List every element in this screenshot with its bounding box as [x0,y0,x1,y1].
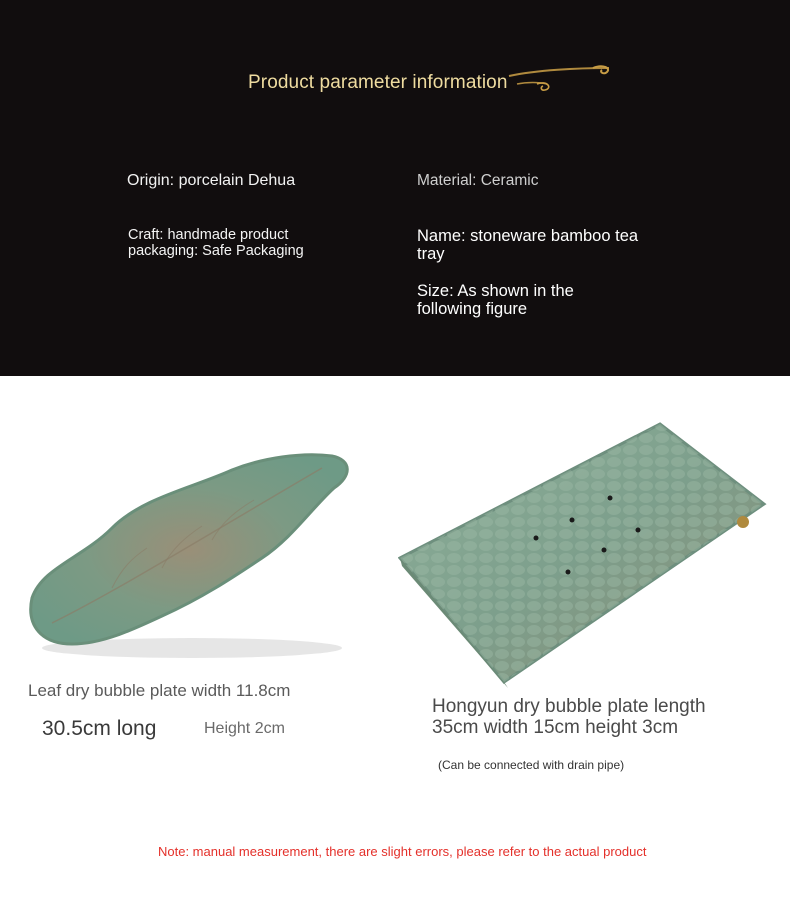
cloud-swirl-ornament-icon [507,62,617,98]
drain-pipe-note: (Can be connected with drain pipe) [438,758,625,772]
hongyun-tray-image [398,420,770,688]
measurement-note: Note: manual measurement, there are slight errors, please refer to the actual product [158,844,647,859]
leaf-length-caption: 30.5cm long [42,717,157,740]
leaf-caption: Leaf dry bubble plate width 11.8cm [28,681,291,700]
name-param: Name: stoneware bamboo tea tray [417,227,639,263]
parameter-header-section [0,0,790,376]
leaf-tray-image [22,448,362,666]
leaf-height-caption: Height 2cm [204,720,285,737]
origin-param: Origin: porcelain Dehua [127,172,296,189]
section-title: Product parameter information [248,72,508,93]
material-param: Material: Ceramic [417,172,539,189]
craft-param: Craft: handmade product packaging: Safe Packaging [128,227,304,259]
hongyun-caption: Hongyun dry bubble plate length 35cm width 15cm height 3cm [432,696,706,738]
size-param: Size: As shown in the following figure [417,282,574,318]
